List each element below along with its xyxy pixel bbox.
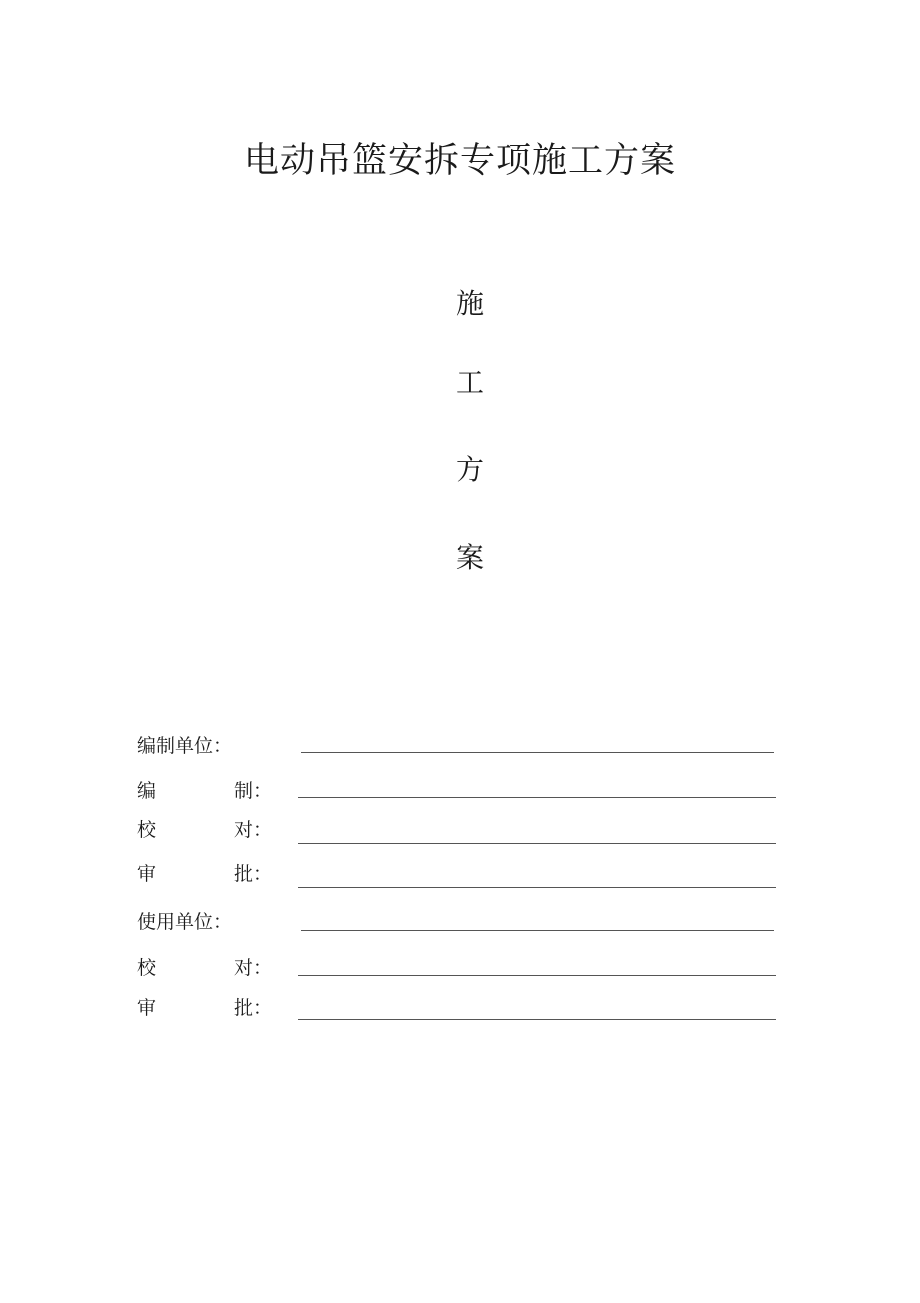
fill-in-line[interactable] <box>298 797 776 798</box>
vertical-title-char-4: 案 <box>455 541 484 574</box>
field-label-using-unit: 使用单位： <box>137 911 233 933</box>
field-row-user-proofreader <box>0 954 920 984</box>
field-label-part: 批： <box>233 863 272 885</box>
field-label-part: 编 <box>137 780 157 802</box>
field-row-compiler <box>0 777 920 807</box>
field-row-proofreader <box>0 816 920 846</box>
field-label-user-approver <box>137 994 272 1022</box>
field-label-compiling-unit: 编制单位： <box>137 735 233 757</box>
field-label-user-proofreader <box>137 954 272 982</box>
field-label-part: 批： <box>233 997 272 1019</box>
field-label-part: 校 <box>137 819 157 841</box>
field-row-approver <box>0 860 920 890</box>
vertical-title-char-3: 方 <box>455 453 484 486</box>
field-label-approver <box>137 860 272 888</box>
fill-in-line[interactable] <box>298 843 776 844</box>
field-label-compiler <box>137 777 272 805</box>
document-title: 电动吊篮安拆专项施工方案 <box>243 141 676 181</box>
field-label-part: 对： <box>233 957 272 979</box>
vertical-title-char-1: 施 <box>455 287 484 320</box>
field-label-part: 校 <box>137 957 157 979</box>
field-label-proofreader <box>137 816 272 844</box>
field-row-user-approver <box>0 994 920 1024</box>
field-row-compiling-unit <box>0 732 920 762</box>
field-label-part: 对： <box>233 819 272 841</box>
fill-in-line[interactable] <box>301 930 774 931</box>
fill-in-line[interactable] <box>298 975 776 976</box>
field-row-using-unit <box>0 908 920 938</box>
field-label-part: 审 <box>137 997 157 1019</box>
fill-in-line[interactable] <box>298 1019 776 1020</box>
field-label-part: 制： <box>233 780 272 802</box>
field-label-part: 审 <box>137 863 157 885</box>
fill-in-line[interactable] <box>301 752 774 753</box>
vertical-title-char-2: 工 <box>455 366 484 399</box>
fill-in-line[interactable] <box>298 887 776 888</box>
